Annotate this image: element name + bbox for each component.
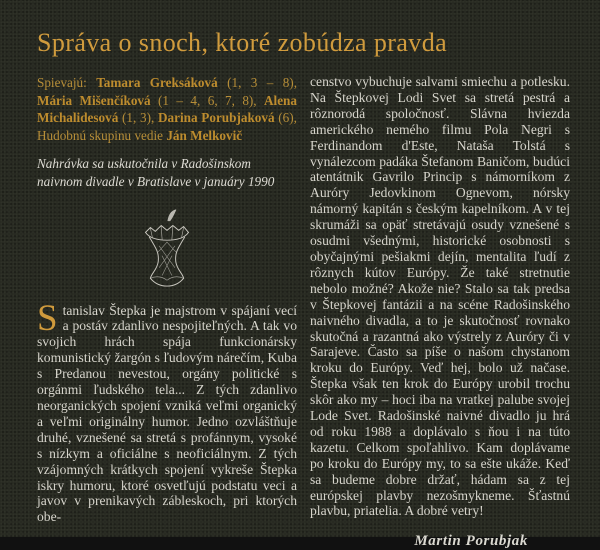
page-title: Správa o snoch, ktoré zobúdza pravda (37, 28, 448, 57)
apple-core-icon (137, 207, 197, 289)
text-columns (37, 74, 571, 550)
credits-block: Spievajú: Tamara Greksáková (1, 3 – 8), Mária Mišenčíková (1 – 4, 6, 7, 8), Alena Michalidesová (1, 3), Darina Porubjaková (6), Hudobnú skupinu vedie Ján Melkovič (37, 75, 297, 143)
essay-right-paragraph: censtvo vybuchuje salvami smiechu a potlesku. Na Štepkovej Lodi Svet sa stretá pestrá a rôznorodá spoločnosť. Slávna hviezda amerického nemého filmu Pola Negri s Ferdinandom d'Este, Nataša Tolstá s vynálezcom padáka Štefanom Baničom, budúci atentátnik Gavrilo Princip s námorníkom z Auróry Jedovkinom Ognevom, nórsky námorný kapitán s českým kapelníkom. A v tej skrumáži sa opäť stretávajú osudy vznešené s osudmi všednými, historické osobnosti s obyčajnými pešiakmi dejín, mentalita ľudí z rôznych kútov Európy. Že také stretnutie nebolo možné? Akože nie? Stalo sa tak predsa v Štepkovej fantázii a na scéne Radošinského naivného divadla, a to je skutočnosť rovnako skutočná a razantná ako výstrely z Auróry či v Sarajeve. Často sa píše o našom chystanom kroku do Európy. Veď hej, bolo už načase. Štepka však ten krok do Európy urobil trochu skôr ako my – hoci iba na vratkej palube svojej Lode Svet. Radošinské naivné divadlo ju hrá od roku 1988 a doplávalo s ňou i na túto kazetu. Celkom spoľahlivo. Kam doplávame po kroku do Európy my, to sa ešte ukáže. Keď sa budeme dobre držať, hádam sa z tej európskej plavby nezošmykneme. Šťastnú plavbu, priatelia. A dobré vetry! (310, 74, 570, 519)
recording-note: Nahrávka sa uskutočnila v Radošinskom naivnom divadle v Bratislave v januáry 1990 (37, 156, 275, 189)
essay-left-text: tanislav Štepka je majstrom v spájaní vecí a postáv zdanlivo nespojiteľných. A tak vo svojich hrách spája funkcionársky komunistický žargón s ľudovým nárečím, Kuba s Predanou nevestou, orgány politické s orgánmi ľudského tela... Z tých zdanlivo neorganických spojení vzniká veľmi organický a veľmi originálny humor. Jedno ozvláštňuje druhé, vznešené sa stretá s profánnym, vysoké s nízkym a oficiálne s neoficiálnym. Z tých vzájomných krátkych spojení vykreše Štepka iskry humoru, ktoré osvetľujú podstatu veci a javov v prenikavých zábleskoch, pri ktorých obe- (37, 302, 297, 525)
drop-cap: S (37, 297, 58, 339)
author-signature: Martin Porubjak (414, 533, 528, 550)
left-column (37, 74, 297, 550)
essay-left-paragraph (37, 297, 297, 526)
right-column (310, 74, 570, 550)
